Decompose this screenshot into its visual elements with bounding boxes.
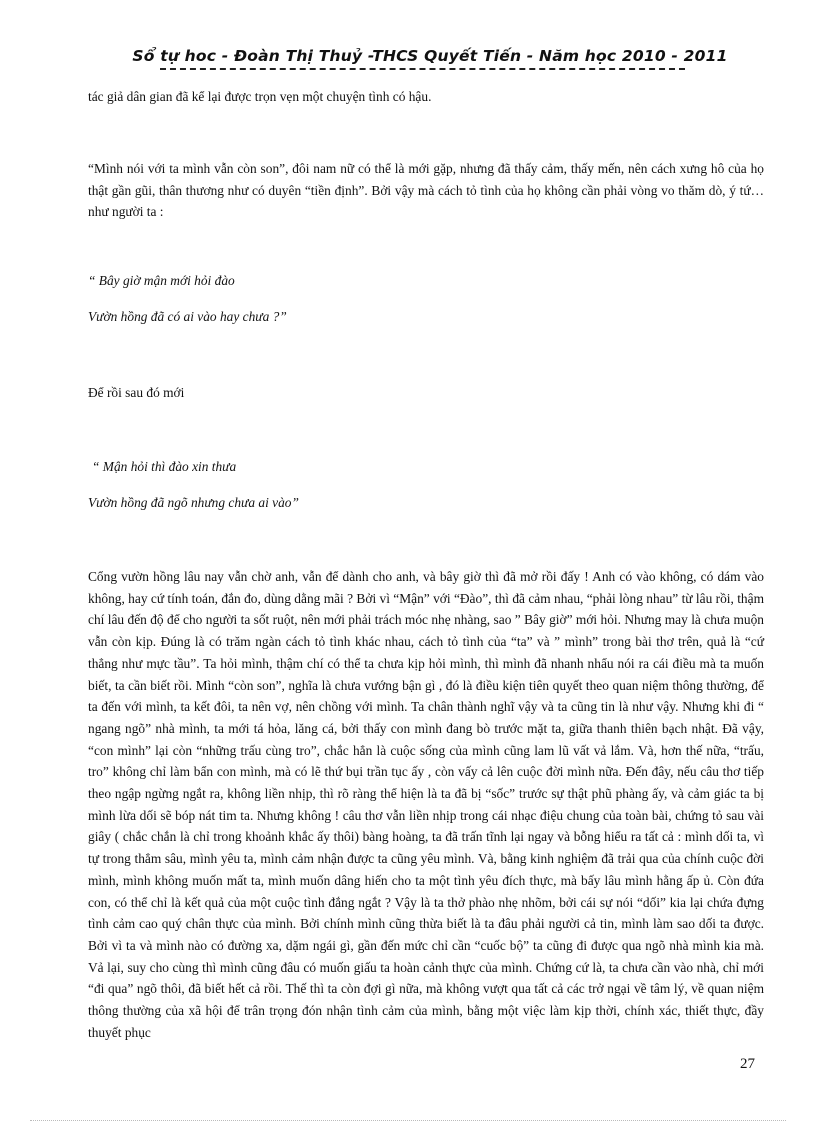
verse-1-line-2: Vườn hồng đã có ai vào hay chưa ?” [88,309,287,324]
page-number: 27 [740,1056,755,1072]
verse-1-line-1: “ Bây giờ mận mới hỏi đào [88,273,235,288]
verse-2-line-2: Vườn hồng đã ngõ nhưng chưa ai vào” [88,495,299,510]
header-dashed-rule [160,68,685,70]
paragraph-analysis: Cổng vườn hồng lâu nay vẫn chờ anh, vẫn để dành cho anh, và bây giờ thì đã mở rồi đấy ! Anh có vào không, có dám vào không, hay cứ tính toán, đắn đo, dùng dằng mãi ? Bởi vì “Mận” với “Đào”, thì đã cảm nhau, “phải lòng nhau” từ lâu rồi, thậm chí lâu đến độ để cho người ta sốt ruột, nên mới phải trách móc nhẹ nhàng, sao ” Bây giờ” mới hỏi. Nhưng may là chưa muộn vẫn còn kịp. Đúng là có trăm ngàn cách tỏ tình khác nhau, cách tỏ tình của “ta” và ” mình” trong bài thơ trên, quả là “cứ thẳng như mực tầu”. Ta hỏi mình, thậm chí có thể ta chưa kịp hỏi mình, thì mình đã nhanh nhẩu nói ra cái điều mà ta muốn biết, ta cần biết rồi. Mình “còn son”, nghĩa là chưa vướng bận gì , đó là điều kiện tiên quyết theo quan niệm thông thường, để ta đến với mình, ta kết đôi, ta nên vợ, nên chồng với mình. Ta chân thành nghĩ vậy và ta cũng tin là như vậy. Nhưng khi đi “ ngang ngõ” nhà mình, ta mới tá hỏa, lăng cá, bởi thấy con mình đang bò trước mặt ta, giữa thanh thiên bạch nhật. Đã vậy, “con mình” lại còn “những trấu cùng tro”, chắc hẳn là cuộc sống của mình cũng lam lũ vất vả lắm. Và, hơn thế nữa, “trấu, tro” không chỉ làm bẩn con mình, mà có lẽ thứ bụi trần tục ấy , còn vấy cả lên cuộc đời mình nữa. Đến đây, nếu câu thơ tiếp theo ngập ngừng ngắt ra, không liền nhịp, thì rõ ràng thể hiện là ta đã bị “sốc” trước sự thật phũ phàng ấy, và cảm giác ta bị mình lừa dối sẽ bóp nát tim ta. Nhưng không ! câu thơ vẫn liền nhịp trong cái nhạc điệu chung của toàn bài, chứng tỏ sau vài giây ( chắc chắn là chỉ trong khoảnh khắc ấy thôi) bàng hoàng, ta đã trấn tĩnh lại ngay và bỗng hiểu ra tất cả : mình dối ta, vì tự trong thẳm sâu, mình yêu ta, mình cảm nhận được ta cũng yêu mình. Và, bằng kinh nghiệm đã trải qua của chính cuộc đời mình, mình không muốn mất ta, mình muốn dâng hiến cho ta một tình yêu đích thực, mà bấy lâu mình hằng ấp ủ. Còn đứa con, có thể chỉ là kết quả của một cuộc tình đắng ngắt ? Vậy là ta thở phào nhẹ nhõm, bởi cái sự nói “dối” kia lại chứa đựng tình cảm cao quý chân thực của mình. Bởi chính mình cũng thừa biết là ta đâu phải người cả tin, mình làm sao dối ta được. Bởi vì ta và mình nào có đường xa, dặm ngái gì, gần đến mức chỉ cần “cuốc bộ” ta cũng đi được qua ngõ nhà mình kia mà. Vả lại, suy cho cùng thì mình cũng đâu có muốn giấu ta hoàn cảnh thực của mình. Chứng cứ là, ta chưa cần vào nhà, chỉ mới “đi qua” ngõ thôi, đã biết hết cả rồi. Thế thì ta còn đợi gì nữa, mà không vượt qua tất cả các trở ngại về tâm lý, về quan niệm thông thường của xã hội để trân trọng đón nhận tình cảm của mình, bằng một việc làm kịp thời, chính xác, thiết thực, đầy thuyết phục [88,569,764,1040]
page-header-title: Sổ tự hoc - Đoàn Thị Thuỷ -THCS Quyết Tiến - Năm học 2010 - 2011 [132,47,728,65]
paragraph-intro: tác giả dân gian đã kể lại được trọn vẹn một chuyện tình có hậu. [88,89,432,104]
paragraph-transition: Để rồi sau đó mới [88,385,185,400]
paragraph-mirror-quote: “Mình nói với ta mình vẫn còn son”, đôi nam nữ có thể là mới gặp, nhưng đã thấy cảm, thấy mến, nên cách xưng hô của họ thật gần gũi, thân thương như có duyên “tiền định”. Bởi vậy mà cách tỏ tình của họ không cần phải vòng vo thăm dò, ý tứ… như người ta : [88,161,764,220]
page-bottom-edge [30,1120,786,1121]
verse-2-line-1: “ Mận hỏi thì đào xin thưa [92,459,237,474]
